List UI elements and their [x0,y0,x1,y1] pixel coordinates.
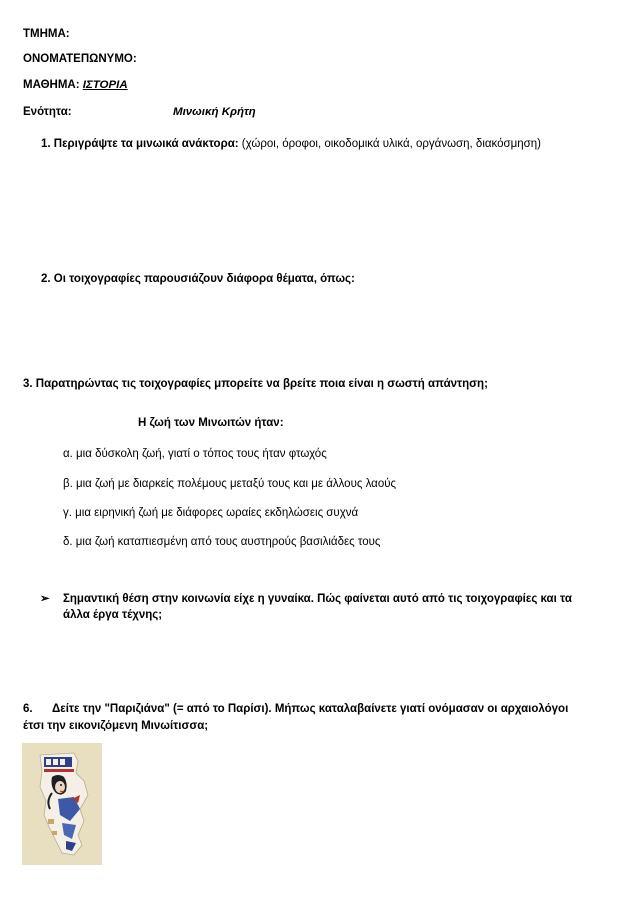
question-4-line-1: Σημαντική θέση στην κοινωνία είχε η γυναίκα. Πώς φαίνεται αυτό από τις τοιχογραφίες και τα [63,593,572,605]
question-1-prefix: 1. Περιγράψτε τα μινωικά ανάκτορα: [41,138,239,150]
question-3: 3. Παρατηρώντας τις τοιχογραφίες μπορείτε να βρείτε ποια είναι η σωστή απάντηση; [23,378,488,390]
unit-value: Μινωική Κρήτη [173,106,256,118]
subject-label: ΜΑΘΗΜΑ: [23,79,83,91]
question-4-line-2: άλλα έργα τέχνης; [63,609,163,621]
bullet-arrow-icon: ➢ [40,593,50,605]
question-2: 2. Οι τοιχογραφίες παρουσιάζουν διάφορα θέματα, όπως: [41,273,355,285]
parisienne-fresco-image [22,743,102,865]
subject-value: ΙΣΤΟΡΙΑ [82,79,128,91]
option-b: β. μια ζωή με διαρκείς πολέμους μεταξύ τους και με άλλους λαούς [63,478,397,490]
fullname-label: ΟΝΟΜΑΤΕΠΩΝΥΜΟ: [23,53,137,65]
question-1 [41,137,541,151]
question-6-number: 6. [23,703,33,715]
department-label: ΤΜΗΜΑ: [23,28,70,40]
unit-label: Ενότητα: [23,106,72,118]
subject-line [23,78,128,92]
question-6-line-2: έτσι την εικονιζόμενη Μινωίτισσα; [23,720,209,732]
option-a: α. μια δύσκολη ζωή, γιατί ο τόπος τους ήταν φτωχός [63,448,327,460]
option-d: δ. μια ζωή καταπιεσμένη από τους αυστηρούς βασιλιάδες τους [63,536,381,548]
fresco-illustration [22,743,102,865]
question-6-line-1: Δείτε την "Παριζιάνα" (= από το Παρίσι). Μήπως καταλαβαίνετε γιατί ονόμασαν οι αρχαιολόγοι [52,703,569,715]
question-3-subtitle: Η ζωή των Μινωιτών ήταν: [138,417,284,429]
question-1-hint: (χώροι, όροφοι, οικοδομικά υλικά, οργάνωση, διακόσμηση) [238,138,541,150]
option-c: γ. μια ειρηνική ζωή με διάφορες ωραίες εκδηλώσεις συχνά [63,507,359,519]
